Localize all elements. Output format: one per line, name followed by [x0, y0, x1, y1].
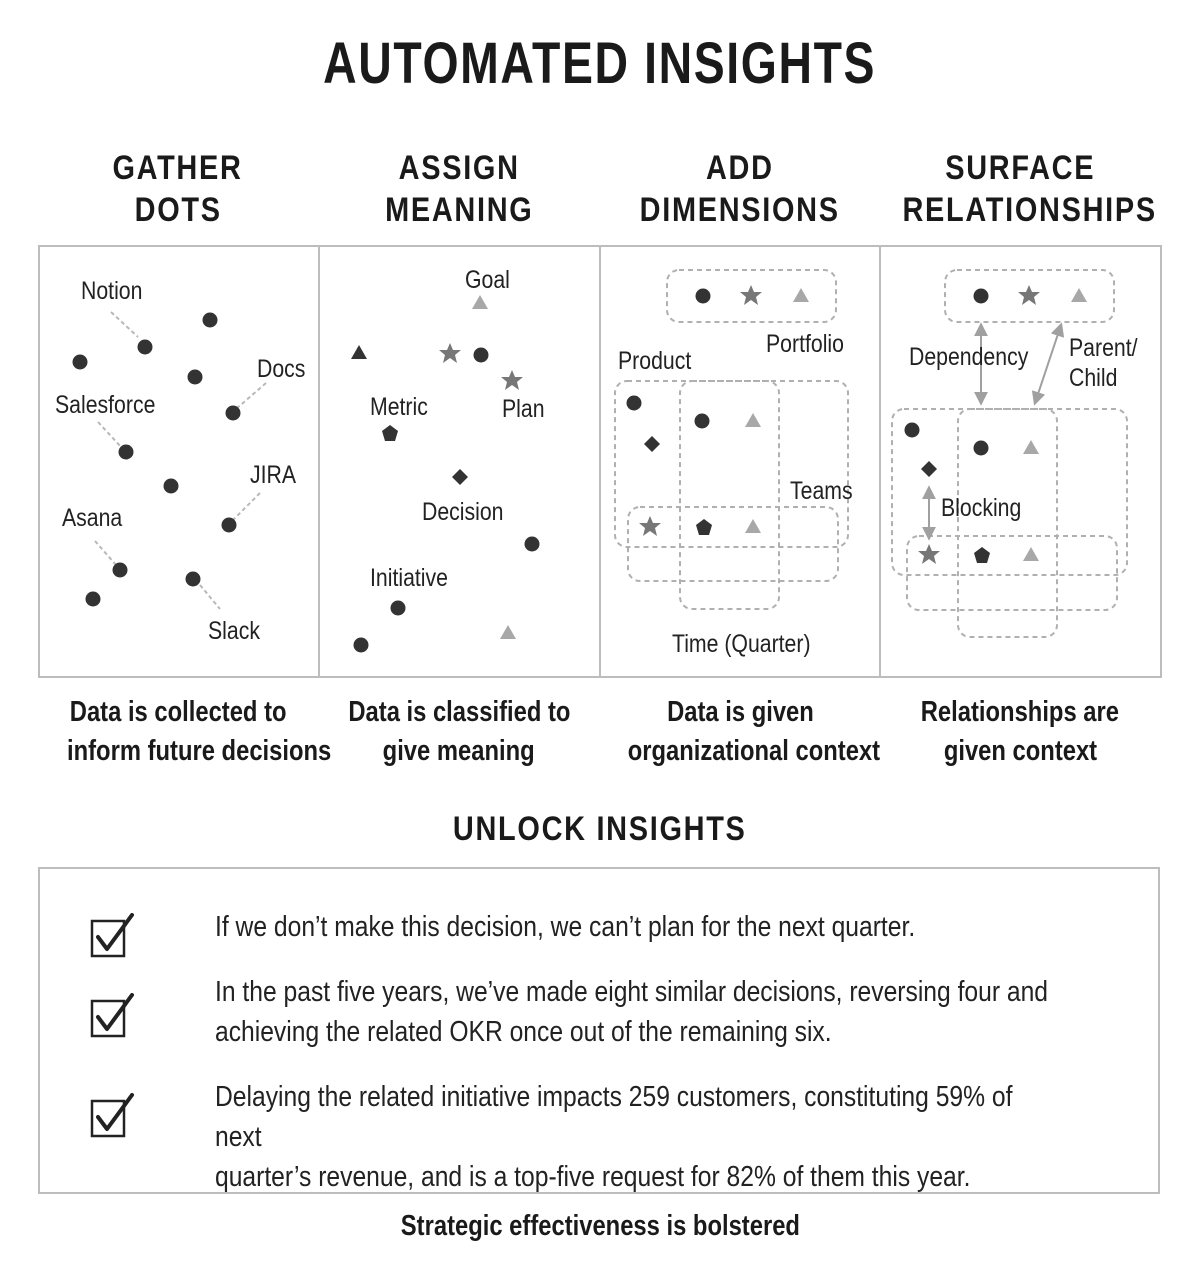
label-notion: Notion	[81, 277, 143, 305]
teams-box	[628, 507, 838, 581]
main-title: AUTOMATED INSIGHTS	[323, 31, 877, 96]
caption-gather: Data is collected to inform future decisions	[67, 696, 332, 767]
data-dot	[354, 638, 369, 653]
leader-line	[111, 312, 138, 337]
star-marker	[740, 285, 762, 305]
data-dot	[138, 340, 153, 355]
data-dot	[974, 289, 989, 304]
panels-graphic	[38, 245, 1162, 678]
data-dot	[188, 370, 203, 385]
data-dot	[974, 441, 989, 456]
metric-pentagon	[382, 425, 398, 441]
label-jira: JIRA	[250, 461, 297, 489]
pentagon-marker	[696, 519, 712, 535]
data-dot	[905, 423, 920, 438]
star-marker	[918, 544, 940, 564]
goal-triangle	[472, 295, 488, 309]
label-plan: Plan	[502, 395, 545, 423]
surface-relationships-panel	[892, 270, 1127, 637]
data-dot	[695, 414, 710, 429]
data-dot	[474, 348, 489, 363]
label-salesforce: Salesforce	[55, 391, 156, 419]
label-slack: Slack	[208, 617, 260, 645]
diamond-marker	[921, 461, 937, 477]
label-time-quarter: Time (Quarter)	[672, 630, 811, 658]
plan-star	[501, 370, 523, 390]
diamond-marker	[644, 436, 660, 452]
triangle-marker	[1023, 440, 1039, 454]
label-portfolio: Portfolio	[766, 330, 844, 358]
time-quarter-box	[680, 381, 779, 609]
label-initiative: Initiative	[370, 564, 448, 592]
assign-meaning-panel	[351, 295, 540, 653]
label-blocking: Blocking	[941, 494, 1022, 522]
teams-box	[907, 536, 1117, 610]
leader-line	[236, 383, 266, 409]
data-dot	[525, 537, 540, 552]
label-asana: Asana	[62, 504, 123, 532]
stage-panels	[38, 245, 1162, 678]
data-dot	[119, 445, 134, 460]
triangle-marker	[793, 288, 809, 302]
label-goal: Goal	[465, 266, 510, 294]
caption-dimensions: Data is given organizational context	[627, 696, 881, 767]
data-dot	[186, 572, 201, 587]
stage-title-gather: GATHER DOTS	[112, 149, 244, 229]
triangle-marker	[1071, 288, 1087, 302]
star-marker	[439, 343, 461, 363]
label-teams: Teams	[790, 477, 853, 505]
data-dot	[86, 592, 101, 607]
data-dot	[73, 355, 88, 370]
pentagon-marker	[974, 547, 990, 563]
label-dependency: Dependency	[909, 343, 1029, 371]
data-dot	[627, 396, 642, 411]
triangle-marker	[351, 345, 367, 359]
insight-text: In the past five years, we’ve made eight similar decisions, reversing four and achieving the related OKR once out of the remaining six.	[215, 976, 1049, 1048]
caption-relationships: Relationships are given context	[920, 696, 1120, 767]
time-quarter-box	[958, 409, 1057, 637]
stage-title-relationships: SURFACE RELATIONSHIPS	[902, 149, 1157, 229]
triangle-marker	[500, 625, 516, 639]
leader-line	[98, 422, 122, 448]
data-dot	[696, 289, 711, 304]
initiative-dot	[391, 601, 406, 616]
star-marker	[1018, 285, 1040, 305]
caption-assign: Data is classified to give meaning	[347, 696, 571, 767]
leader-line	[200, 585, 220, 609]
parent-child-arrow	[1035, 325, 1061, 403]
label-child: Child	[1069, 364, 1118, 392]
footer-caption: Strategic effectiveness is bolstered	[400, 1210, 800, 1242]
insight-text: Delaying the related initiative impacts 259 customers, constituting 59% of next quarter’s revenue, and is a top-five request for 82% of them this year.	[215, 1081, 1013, 1193]
checkbox-checked-icon	[90, 993, 136, 1039]
label-metric: Metric	[370, 393, 428, 421]
triangle-marker	[745, 519, 761, 533]
data-dot	[203, 313, 218, 328]
star-marker	[639, 516, 661, 536]
data-dot	[226, 406, 241, 421]
data-dot	[222, 518, 237, 533]
triangle-marker	[1023, 547, 1039, 561]
label-docs: Docs	[257, 355, 306, 383]
stage-title-assign: ASSIGN MEANING	[384, 149, 534, 229]
label-parent: Parent/	[1069, 334, 1138, 362]
stage-title-dimensions: ADD DIMENSIONS	[639, 149, 841, 229]
decision-diamond	[452, 469, 468, 485]
label-decision: Decision	[422, 498, 504, 526]
gather-dots-panel	[73, 312, 267, 609]
data-dot	[113, 563, 128, 578]
leader-line	[95, 541, 116, 565]
checkbox-checked-icon	[90, 1093, 136, 1139]
data-dot	[164, 479, 179, 494]
leader-line	[232, 493, 260, 521]
label-product: Product	[618, 347, 692, 375]
insights-box	[38, 867, 1160, 1194]
unlock-insights-title: UNLOCK INSIGHTS	[453, 810, 747, 848]
insight-text: If we don’t make this decision, we can’t plan for the next quarter.	[215, 911, 916, 943]
checkbox-checked-icon	[90, 913, 136, 959]
triangle-marker	[745, 413, 761, 427]
add-dimensions-panel	[615, 270, 848, 609]
